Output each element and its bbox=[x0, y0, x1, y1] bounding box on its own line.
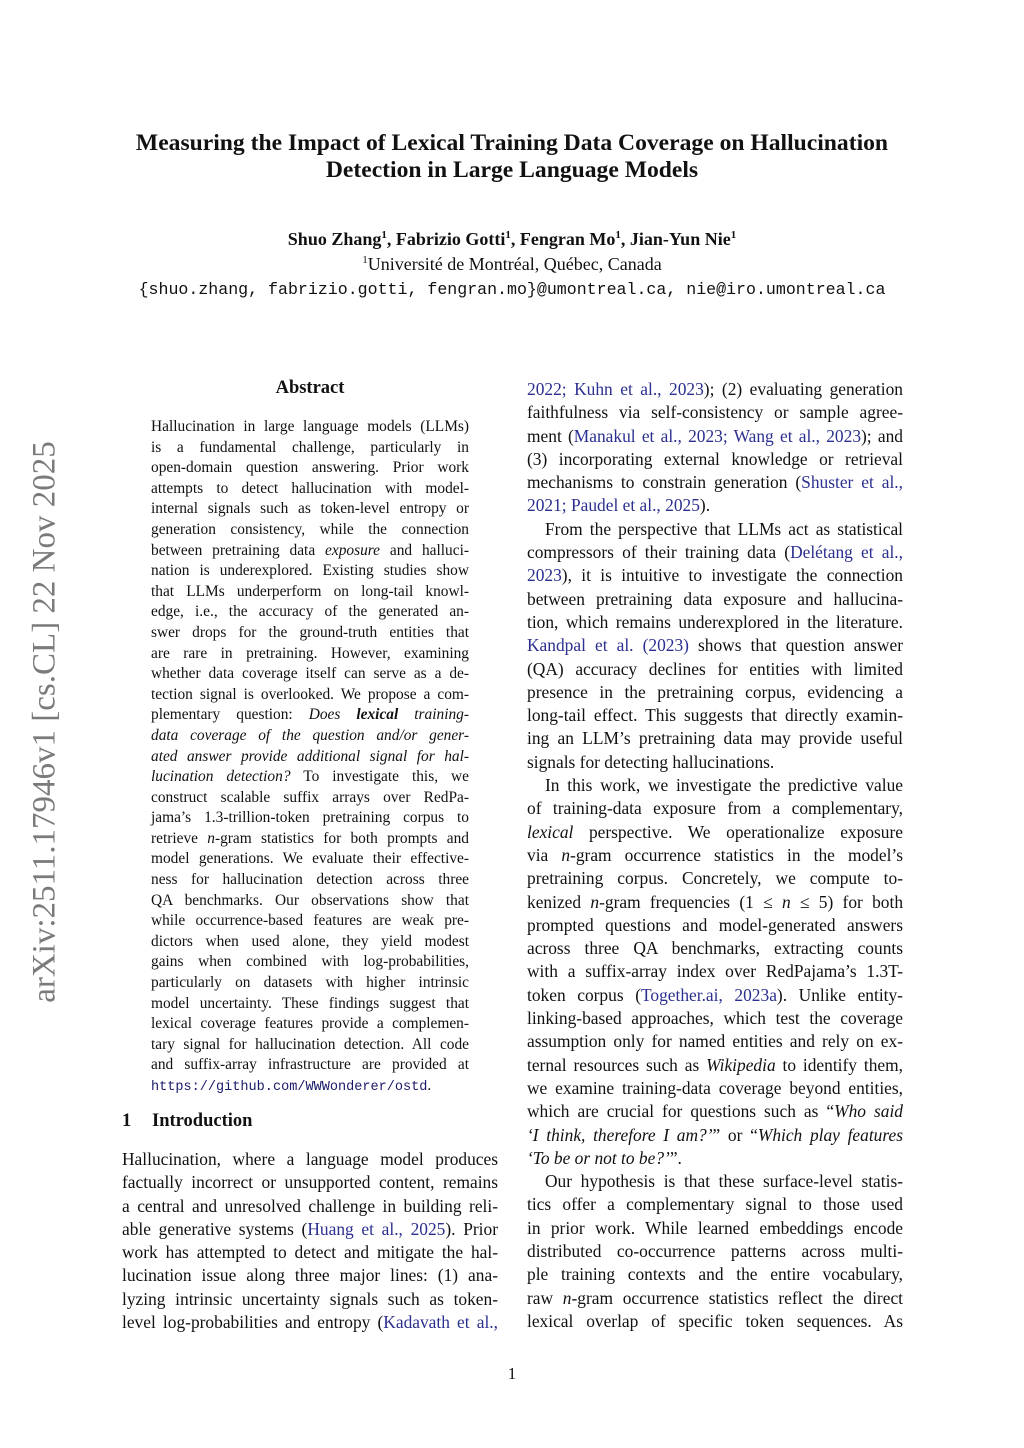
text-line: between pretraining data exposure and hallucina- bbox=[527, 588, 903, 609]
italic-text: n bbox=[207, 829, 215, 847]
paragraph bbox=[527, 518, 903, 774]
text-line: tion, which remains underexplored in the literature. bbox=[527, 611, 903, 632]
text-line: ternal resources such as Wikipedia to identify them, bbox=[527, 1054, 903, 1075]
page-number: 1 bbox=[507, 1364, 517, 1383]
text-line: a central and unresolved challenge in building reli- bbox=[122, 1195, 498, 1216]
text-line: ing an LLM’s pretraining data may provide useful bbox=[527, 728, 903, 749]
text-line: gains when combined with log-probabilities, bbox=[151, 953, 469, 971]
text-line: Kandpal et al. (2023) shows that question answer bbox=[527, 635, 903, 656]
text-line: ness for hallucination detection across three bbox=[151, 871, 469, 889]
text-line: long-tail effect. This suggests that directly examin- bbox=[527, 705, 903, 726]
bold-italic-text: lexical bbox=[356, 706, 399, 724]
italic-text: ‘I think, therefore I am?’ bbox=[527, 1124, 713, 1145]
affiliation-text: Université de Montréal, Québec, Canada bbox=[367, 254, 662, 274]
italic-text: lexical bbox=[527, 821, 574, 842]
italic-text: Wikipedia bbox=[706, 1054, 776, 1075]
text-line: open-domain question answering. Prior work bbox=[151, 459, 469, 477]
author bbox=[630, 229, 736, 249]
italic-text: n bbox=[590, 891, 600, 912]
citation-link[interactable]: Manakul et al., 2023; Wang et al., 2023 bbox=[573, 425, 862, 446]
text-line: able generative systems (Huang et al., 2025). Prior bbox=[122, 1218, 498, 1239]
paragraph bbox=[527, 1170, 903, 1333]
italic-text: data coverage of the question and/or gener- bbox=[151, 726, 469, 744]
separator: , bbox=[620, 229, 630, 249]
text-line: compressors of their training data (Delétang et al., bbox=[527, 542, 903, 563]
text-line: ment (Manakul et al., 2023; Wang et al., 2023); and bbox=[527, 425, 903, 446]
text-line: linking-based approaches, which test the coverage bbox=[527, 1008, 903, 1029]
affiliation-mark: 1 bbox=[505, 229, 511, 241]
text-line bbox=[151, 726, 469, 747]
text-line: of training-data exposure from a complementary, bbox=[527, 798, 903, 819]
author-name: Jian-Yun Nie bbox=[629, 229, 731, 249]
text-line: 2021; Paudel et al., 2025). bbox=[527, 495, 711, 516]
text-line: level log-probabilities and entropy (Kadavath et al., bbox=[122, 1312, 498, 1333]
text-line: (3) incorporating external knowledge or retrieval bbox=[527, 448, 903, 469]
citation-link[interactable]: 2022; Kuhn et al., 2023 bbox=[527, 379, 704, 399]
affiliation-mark: 1 bbox=[615, 229, 621, 241]
author-emails: {shuo.zhang, fabrizio.gotti, fengran.mo}@umontreal.ca, nie@iro.umontreal.ca bbox=[138, 280, 886, 299]
text-line: model generations. We evaluate their effective- bbox=[151, 850, 469, 868]
text-line: lexical coverage features provide a complemen- bbox=[151, 1015, 469, 1033]
text-line: in prior work. While learned embeddings encode bbox=[527, 1217, 903, 1238]
text-line: Hallucination in large language models (LLMs) bbox=[151, 418, 469, 435]
paragraph bbox=[151, 417, 469, 1099]
right-column-text bbox=[527, 378, 903, 1333]
text-line: lucination detection? To investigate this, we bbox=[151, 768, 469, 786]
author-name: Fabrizio Gotti bbox=[395, 229, 506, 249]
paper-title bbox=[100, 130, 924, 184]
text-line: between pretraining data exposure and halluci- bbox=[151, 541, 469, 559]
affiliation bbox=[100, 254, 924, 275]
text-line: whether data coverage itself can serve as a de- bbox=[151, 665, 469, 683]
author-name: Shuo Zhang bbox=[287, 229, 382, 249]
text-line: particularly on datasets with higher intrinsic bbox=[151, 974, 469, 992]
section-title: Introduction bbox=[152, 1111, 253, 1131]
text-line: and suffix-array infrastructure are provided at bbox=[151, 1056, 469, 1074]
affiliation-mark: 1 bbox=[381, 229, 387, 241]
text-line: In this work, we investigate the predictive value bbox=[545, 775, 903, 796]
text-line: From the perspective that LLMs act as statistical bbox=[545, 518, 903, 539]
paragraph bbox=[122, 1148, 498, 1334]
text-line: raw n-gram occurrence statistics reflect the direct bbox=[527, 1287, 903, 1308]
citation-link[interactable]: 2023 bbox=[527, 565, 562, 586]
text-line: plementary question: Does lexical training- bbox=[151, 706, 469, 724]
text-line: which are crucial for questions such as “Who said bbox=[527, 1101, 903, 1122]
author bbox=[288, 229, 396, 249]
text-line: attempts to detect hallucination with model- bbox=[151, 479, 469, 497]
text-line: swer drops for the ground-truth entities that bbox=[151, 623, 469, 641]
italic-text: n bbox=[781, 891, 791, 912]
italic-text: n bbox=[561, 844, 571, 865]
separator: , bbox=[510, 229, 520, 249]
text-line: tary signal for hallucination detection. All code bbox=[151, 1035, 469, 1053]
citation-link[interactable]: 2021; Paudel et al., 2025 bbox=[527, 495, 700, 516]
text-line bbox=[151, 747, 469, 768]
citation-link[interactable]: Kadavath et al., bbox=[383, 1312, 498, 1333]
text-line: signals for detecting hallucinations. bbox=[527, 751, 775, 772]
affiliation-mark: 1 bbox=[362, 254, 368, 266]
text-line: nation is underexplored. Existing studies show bbox=[151, 562, 469, 580]
text-line: while occurrence-based features are weak pre- bbox=[151, 912, 469, 930]
italic-text: Does bbox=[308, 706, 357, 724]
text-line: lexical perspective. We operationalize exposure bbox=[527, 821, 903, 842]
text-line: faithfulness via self-consistency or sample agree- bbox=[527, 402, 903, 423]
italic-text: exposure bbox=[325, 541, 381, 559]
text-line: mechanisms to constrain generation (Shuster et al., bbox=[527, 472, 903, 493]
italic-text: training- bbox=[398, 706, 469, 724]
text-line: tics offer a complementary signal to those used bbox=[527, 1194, 903, 1215]
text-line: model uncertainty. These findings suggest that bbox=[151, 994, 469, 1012]
text-line: kenized n-gram frequencies (1 ≤ n ≤ 5) for both bbox=[527, 891, 904, 912]
text-line: work has attempted to detect and mitigate the hal- bbox=[122, 1242, 498, 1263]
text-line: prompted questions and model-generated answers bbox=[527, 914, 903, 935]
affiliation-mark: 1 bbox=[730, 229, 737, 241]
introduction-left-column bbox=[122, 1148, 498, 1334]
italic-text: ated answer provide additional signal for hal- bbox=[151, 747, 469, 765]
text-line: token corpus (Together.ai, 2023a). Unlike entity- bbox=[527, 984, 903, 1005]
text-line: ple training contexts and the entire vocabulary, bbox=[527, 1264, 903, 1285]
citation-link[interactable]: Kandpal et al. (2023) bbox=[527, 635, 689, 656]
text-line: generation consistency, while the connection bbox=[151, 520, 469, 538]
text-line: across three QA benchmarks, extracting counts bbox=[527, 938, 903, 959]
text-line: lucination issue along three major lines: (1) ana- bbox=[122, 1265, 498, 1286]
italic-text: Which play features bbox=[757, 1124, 903, 1145]
url-link[interactable]: https://github.com/WWWonderer/ostd bbox=[151, 1080, 428, 1095]
italic-text: n bbox=[562, 1287, 572, 1308]
text-line: via n-gram occurrence statistics in the model’s bbox=[527, 844, 904, 865]
paragraph bbox=[527, 378, 903, 518]
section-number: 1 bbox=[122, 1111, 132, 1131]
text-line: ‘To be or not to be?’”. bbox=[527, 1147, 682, 1168]
text-line: that LLMs underperform on long-tail knowl- bbox=[151, 582, 469, 600]
text-line: construct scalable suffix arrays over RedPa- bbox=[151, 788, 469, 806]
citation-link[interactable]: Together.ai, 2023a bbox=[640, 984, 777, 1005]
author bbox=[520, 229, 630, 249]
title-line: Measuring the Impact of Lexical Training Data Coverage on Hallucination bbox=[135, 130, 889, 156]
text-line: pretraining corpus. Concretely, we compute to- bbox=[527, 868, 903, 889]
text-line: assumption only for named entities and rely on ex- bbox=[527, 1031, 903, 1052]
text-line: dictors when used alone, they yield modest bbox=[151, 932, 469, 950]
text-line: we examine training-data coverage beyond entities, bbox=[527, 1077, 903, 1098]
text-line: with a suffix-array index over RedPajama’s 1.3T- bbox=[527, 961, 903, 982]
text-line: edge, i.e., the accuracy of the generated an- bbox=[151, 603, 469, 621]
arxiv-identifier-sidebar: arXiv:2511.17946v1 [cs.CL] 22 Nov 2025 bbox=[26, 441, 63, 1003]
text-line: Hallucination, where a language model produces bbox=[122, 1149, 498, 1169]
section-heading-introduction bbox=[122, 1111, 252, 1132]
text-line: lexical overlap of specific token sequences. As bbox=[527, 1310, 903, 1331]
text-line: factually incorrect or unsupported content, remains bbox=[122, 1172, 498, 1193]
text-line: lyzing intrinsic uncertainty signals such as token- bbox=[122, 1288, 498, 1309]
citation-link[interactable]: Delétang et al., bbox=[790, 542, 903, 563]
text-line: Our hypothesis is that these surface-level statis- bbox=[545, 1171, 903, 1192]
italic-text: Who said bbox=[834, 1101, 903, 1122]
author bbox=[396, 229, 520, 249]
italic-text: ‘To be or not to be?’ bbox=[527, 1147, 670, 1168]
separator: , bbox=[386, 229, 396, 249]
citation-link[interactable]: Shuster et al., bbox=[801, 472, 903, 493]
author-name: Fengran Mo bbox=[519, 229, 616, 249]
text-line: internal signals such as token-level entropy or bbox=[151, 500, 469, 518]
italic-text: lucination detection? bbox=[151, 768, 291, 786]
text-line: (QA) accuracy declines for entities with limited bbox=[527, 658, 903, 679]
text-line: 2023), it is intuitive to investigate the connection bbox=[527, 565, 903, 586]
text-line: https://github.com/WWWonderer/ostd. bbox=[151, 1077, 432, 1095]
text-line: tection signal is overlooked. We propose a com- bbox=[151, 685, 469, 703]
title-line: Detection in Large Language Models bbox=[325, 157, 699, 183]
text-line: 2022; Kuhn et al., 2023); (2) evaluating generation bbox=[527, 379, 903, 399]
abstract-heading: Abstract bbox=[275, 378, 345, 398]
text-line: presence in the pretraining corpus, evidencing a bbox=[527, 681, 903, 702]
citation-link[interactable]: Huang et al., 2025 bbox=[307, 1218, 446, 1239]
paragraph bbox=[527, 774, 903, 1170]
text-line: retrieve n-gram statistics for both prompts and bbox=[151, 829, 470, 847]
text-line: QA benchmarks. Our observations show that bbox=[151, 891, 469, 909]
text-line: is a fundamental challenge, particularly in bbox=[151, 438, 469, 456]
text-line: are rare in pretraining. However, examining bbox=[151, 644, 469, 662]
text-line: jama’s 1.3-trillion-token pretraining corpus to bbox=[151, 809, 469, 827]
text-line: distributed co-occurrence patterns across multi- bbox=[527, 1240, 903, 1261]
text-line: ‘I think, therefore I am?’” or “Which play features bbox=[527, 1124, 903, 1145]
author-list bbox=[100, 229, 924, 250]
abstract-body bbox=[151, 417, 469, 1099]
